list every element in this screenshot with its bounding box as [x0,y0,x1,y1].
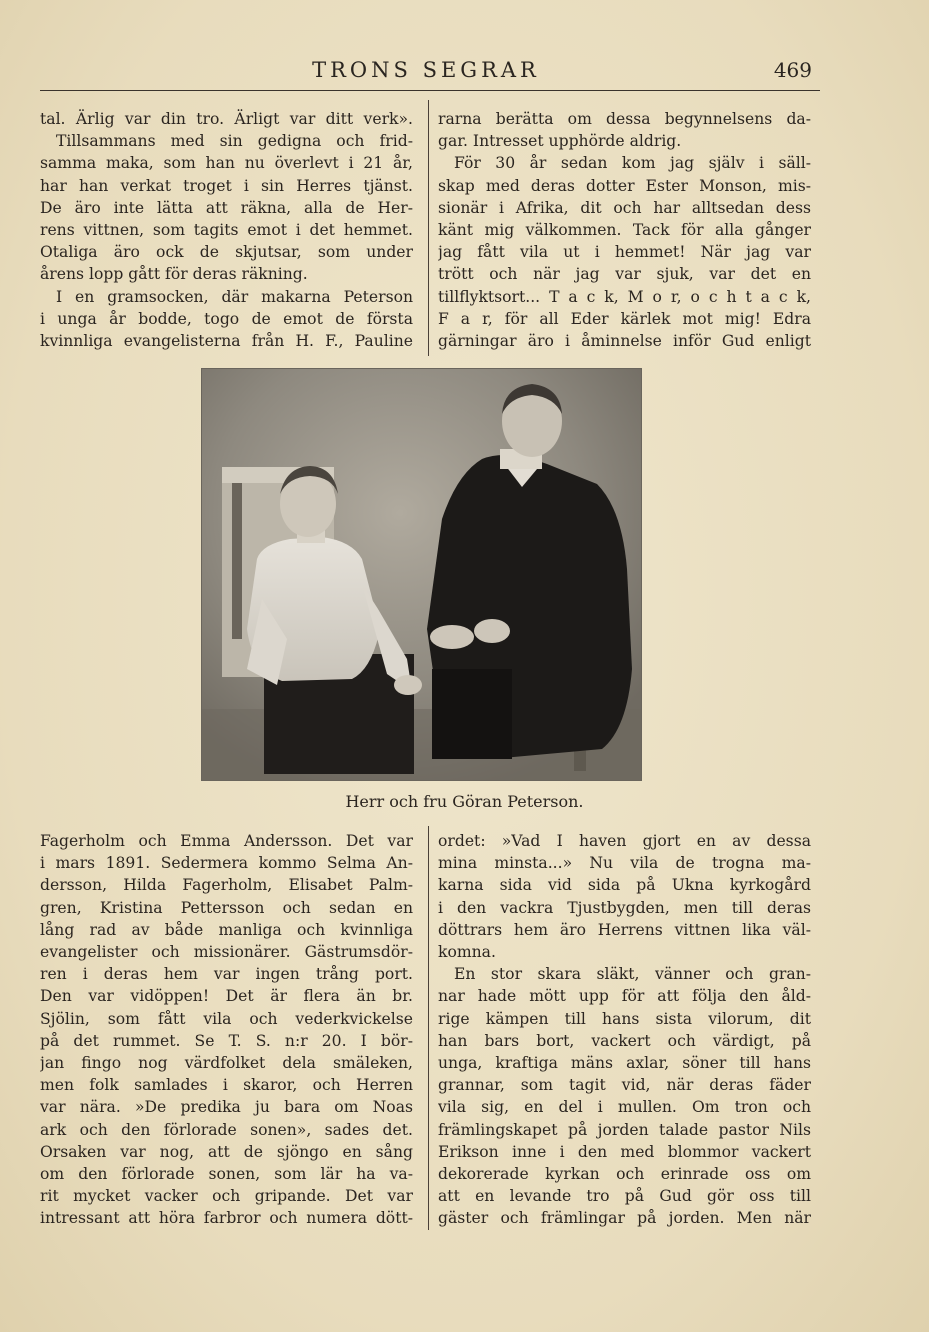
text-line: De äro inte lätta att räkna, alla de Her- [40,198,413,217]
text-line: i unga år bodde, togo de emot de första [40,309,413,328]
text-line: har han verkat troget i sin Herres tjänst. [40,176,413,195]
header-rule [40,90,820,91]
text-line: rit mycket vacker och gripande. Det var [40,1187,413,1206]
text-line: I en gramsocken, där makarna Peterson [56,287,413,306]
text-line: att en levande tro på Gud gör oss till [438,1187,811,1206]
text-line: rarna berätta om dessa begynnelsens da- [438,110,811,128]
text-line: jag fått vila ut i hemmet! När jag var [438,243,811,262]
text-line: Orsaken var nog, att de sjöngo en sång [40,1142,413,1161]
text-line: kvinnliga evangelisterna från H. F., Pauline [40,332,413,351]
text-column-top-left [40,108,413,352]
text-line: men folk samlades i skaror, och Herren [40,1076,413,1095]
portrait-photograph [202,369,641,780]
text-line: nar hade mött upp för att följa den åld- [438,987,811,1006]
text-line: En stor skara släkt, vänner och gran- [454,965,811,984]
text-column-bottom-right [438,830,811,1230]
text-line: dekorerade kyrkan och erinrade oss om [438,1165,811,1184]
text-line: rens vittnen, som tagits emot i det hemmet. [40,221,413,240]
text-line: i mars 1891. Sedermera kommo Selma An- [40,854,413,873]
running-head [40,58,812,86]
running-title: TRONS SEGRAR [312,58,540,82]
text-line: Sjölin, som fått vila och vederkvickelse [40,1009,413,1028]
column-divider-bottom [428,826,429,1230]
text-line: var nära. »De predika ju bara om Noas [40,1098,413,1117]
text-line: komna. [438,943,496,962]
text-line: unga, kraftiga mäns axlar, söner till hans [438,1054,811,1073]
text-line: främlingskapet på jorden talade pastor Nils [438,1120,811,1139]
photo-caption: Herr och fru Göran Peterson. [345,792,584,811]
text-line: i den vackra Tjustbygden, men till deras [438,898,811,917]
text-line: Den var vidöppen! Det är flera än br. [40,987,413,1006]
text-line: Otaliga äro ock de skjutsar, som under [40,243,413,262]
portrait-photo-image [202,369,641,780]
text-line: på det rummet. Se T. S. n:r 20. I bör- [40,1031,413,1050]
text-line: om den förlorade sonen, som lär ha va- [40,1165,413,1184]
text-line: känt mig välkommen. Tack för alla gånger [438,221,811,240]
text-line: Tillsammans med sin gedigna och frid- [56,132,413,151]
text-line: gärningar äro i åminnelse inför Gud enligt [438,332,811,351]
column-divider-top [428,100,429,356]
text-line: mina minsta...» Nu vila de trogna ma- [438,854,811,873]
text-line: ren i deras hem var ingen trång port. [40,965,413,984]
text-line: grannar, som tagit vid, när deras fäder [438,1076,811,1095]
text-line: Erikson inne i den med blommor vackert [438,1142,811,1161]
text-line: tal. Ärlig var din tro. Ärligt var ditt verk». [40,110,413,128]
text-line: skap med deras dotter Ester Monson, mis- [438,176,811,195]
text-line: gäster och främlingar på jorden. Men när [438,1209,811,1228]
page-number: 469 [773,58,812,82]
text-line: intressant att höra farbror och numera dött- [40,1209,413,1228]
text-line: För 30 år sedan kom jag själv i säll- [454,154,811,173]
text-line: vila sig, en del i mullen. Om tron och [438,1098,811,1117]
text-line: F a r, för all Eder kärlek mot mig! Edra [438,309,811,328]
text-column-top-right [438,108,811,352]
text-line: tillflyktsort... T a c k, M o r, o c h t a c k, [438,287,811,306]
text-line: döttrars hem äro Herrens vittnen lika väl- [438,920,811,939]
text-column-bottom-left [40,830,413,1230]
text-line: samma maka, som han nu överlevt i 21 år, [40,154,413,173]
text-line: Fagerholm och Emma Andersson. Det var [40,832,413,850]
text-line: han bars bort, vackert och värdigt, på [438,1031,811,1050]
text-line: ark och den förlorade sonen», sades det. [40,1120,413,1139]
text-line: rige kämpen till hans sista vilorum, dit [438,1009,811,1028]
text-line: lång rad av både manliga och kvinnliga [40,920,413,939]
text-line: evangelister och missionärer. Gästrumsdör- [40,943,413,962]
text-line: jan fingo nog värdfolket dela smäleken, [40,1054,413,1073]
text-line: gar. Intresset upphörde aldrig. [438,132,682,151]
text-line: karna sida vid sida på Ukna kyrkogård [438,876,811,895]
text-line: dersson, Hilda Fagerholm, Elisabet Palm- [40,876,413,895]
text-line: ordet: »Vad I haven gjort en av dessa [438,832,811,850]
text-line: trött och när jag var sjuk, var det en [438,265,811,284]
text-line: gren, Kristina Pettersson och sedan en [40,898,413,917]
text-line: årens lopp gått för deras räkning. [40,265,308,284]
text-line: sionär i Afrika, dit och har alltsedan dess [438,198,811,217]
